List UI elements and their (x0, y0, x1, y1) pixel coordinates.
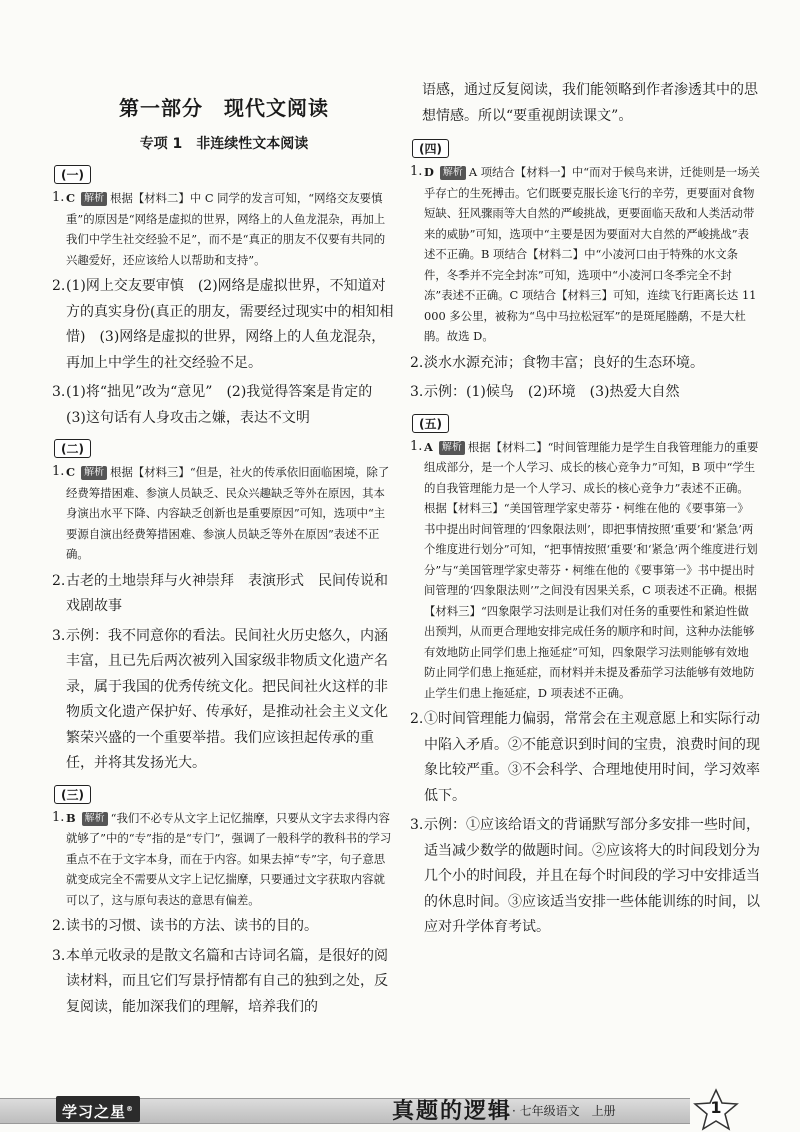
question-number: 2. (52, 278, 66, 294)
analysis-tag: 解析 (81, 466, 107, 480)
s4-question-2 (410, 351, 760, 377)
left-column (52, 84, 396, 1024)
answer-text: 根据【材料二】“时间管理能力是学生自我管理能力的重要组成部分，是一个人学习、成长的核心竞争力”可知，B 项中“学生的自我管理能力是一个人学习、成长的核心竞争力”表述不正确。根据【材料三】“美国管理学家史蒂芬・柯维在他的《要事第一》书中提出时间管理的‘四象限法则’，即把事情按照‘重要’和‘紧急’两个维度进行划分”可知，“把事情按照‘重要’和‘紧急’两个维度进行划分”与“美国管理学家史蒂芬・柯维在他的《要事第一》书中提出时间管理的‘四象限法则’”之间没有因果关系，C 项表述不正确。根据【材料三】“四象限学习法则是让我们对任务的重要性和紧迫性做出预判，从而更合理地安排完成任务的顺序和时间，这种办法能够有效地防止同学们患上拖延症”可知，四象限学习法则能够有效地防止同学们患上拖延症，而材料并未提及番茄学习法能够有效地防止学生们患上拖延症，D 项表述不正确。 (424, 439, 759, 700)
s5-question-3 (410, 813, 760, 941)
registered-mark: ® (126, 1105, 135, 1113)
question-number: 3. (52, 384, 66, 400)
page-number-badge (690, 1088, 742, 1132)
s3-question-3 (52, 944, 396, 1021)
answer-letter: A (424, 439, 433, 454)
s3-question-2 (52, 914, 396, 940)
series-title: 真题的逻辑 (392, 1099, 513, 1124)
brand-name: 学习之星 (62, 1103, 127, 1121)
s5-question-2 (410, 707, 760, 809)
page-number: 1 (710, 1098, 722, 1117)
question-number: 2. (52, 572, 66, 589)
answer-text: A 项结合【材料一】中“而对于候鸟来讲，迁徙则是一场关乎存亡的生死搏击。它们既要克服长途飞行的辛劳，更要面对食物短缺、狂风骤雨等大自然的严峻挑战，更要面临天敌和人类活动带来的威胁”可知，选项中“主要是因为要面对大自然的严峻挑战”表述不正确。B 项结合【材料二】中“小凌河口由于特殊的水文条件，冬季并不完全封冻”可知，选项中“小凌河口冬季完全不封冻”表述不正确。C 项结合【材料三】可知，连续飞行距离长达 11 000 多公里，被称为“鸟中马拉松冠军”的是斑尾塍鹬，不是大杜鹃。故选 D。 (424, 165, 760, 343)
question-number: 3. (52, 627, 66, 644)
s1-question-3 (52, 380, 396, 431)
question-number: 1. (52, 464, 65, 479)
s2-question-3 (52, 624, 396, 777)
section-label-1: (一) (54, 165, 91, 184)
answer-text: 示例：我不同意你的看法。民间社火历史悠久，内涵丰富，且已先后两次被列入国家级非物质文化遗产名录，属于我国的优秀传统文化。把民间社火这样的非物质文化遗产保护好、传承好，是推动社会主义文化繁荣兴盛的一个重要举措。我们应该担起传承的重任，并将其发扬光大。 (66, 627, 388, 771)
s1-question-2 (52, 274, 396, 376)
question-number: 3. (52, 947, 66, 964)
answer-text: 根据【材料三】“但是，社火的传承依旧面临困境，除了经费筹措困难、参演人员缺乏、民众兴趣缺乏等外在原因，其本身演出水平下降、内容缺乏创新也是重要原因”可知，选项中“主要源自演出经费筹措困难、参演人员缺乏等外在原因”表述不正确。 (66, 465, 390, 561)
answer-text: “我们不必专从文字上记忆揣摩，只要从文字去求得内容就够了”中的“专”指的是“专门”，强调了一般科学的教科书的学习重点不在于文字本身，而在于内容。如果去掉“专”字，句子意思就变成完全不需要从文字上记忆揣摩，只要通过文字获取内容就可以了，这与原句表达的意思有偏差。 (66, 810, 392, 907)
s2-question-2 (52, 569, 396, 620)
part-title: 第一部分 现代文阅读 (119, 96, 329, 120)
answer-text: (1)将“拙见”改为“意见” (2)我觉得答案是肯定的 (3)这句话有人身攻击之嫌，表达不文明 (66, 384, 387, 426)
analysis-tag: 解析 (439, 441, 465, 455)
answer-text: 示例：①应该给语文的背诵默写部分多安排一些时间，适当减少数学的做题时间。②应该将大的时间段划分为几个小的时间段，并且在每个时间段的学习中安排适当的休息时间。③应该适当安排一些体能训练的时间，以应对升学体育考试。 (424, 817, 760, 935)
section-label-2: (二) (54, 439, 91, 458)
brand-logo (56, 1096, 140, 1122)
answer-text: 本单元收录的是散文名篇和古诗词名篇，是很好的阅读材料，而且它们写景抒情都有自己的独到之处，反复阅读，能加深我们的理解，培养我们的 (66, 947, 388, 1015)
question-number: 3. (410, 817, 424, 833)
s3-question-1 (52, 808, 396, 911)
question-number: 2. (52, 918, 66, 934)
answer-text: 古老的土地崇拜与火神崇拜 表演形式 民间传说和戏剧故事 (66, 572, 388, 614)
answer-text: 示例：(1)候鸟 (2)环境 (3)热爱大自然 (424, 384, 680, 400)
section-label-4: (四) (412, 139, 449, 158)
question-number: 3. (410, 384, 424, 400)
s1-question-1 (52, 188, 396, 270)
question-number: 2. (410, 711, 424, 727)
section-label-5: (五) (412, 414, 449, 433)
answer-letter: C (66, 465, 76, 479)
answer-text: (1)网上交友要审慎 (2)网络是虚拟世界，不知道对方的真实身份(真正的朋友，需要经过现实中的相知相惜) (3)网络是虚拟的世界，网络上的人鱼龙混杂，再加上中学生的社交经验不足。 (66, 278, 394, 371)
s4-question-3 (410, 380, 760, 406)
answer-letter: C (66, 191, 76, 205)
answer-text: ①时间管理能力偏弱，常常会在主观意愿上和实际行动中陷入矛盾。②不能意识到时间的宝贵，浪费时间的现象比较严重。③不会科学、合理地使用时间，学习效率低下。 (424, 711, 760, 804)
topic-title: 专项 1 非连续性文本阅读 (139, 136, 309, 152)
s4-question-1 (410, 162, 760, 347)
analysis-tag: 解析 (82, 812, 108, 826)
s3-question-3-continued (410, 78, 760, 129)
question-number: 1. (410, 164, 423, 179)
answer-text: 读书的习惯、读书的方法、读书的目的。 (66, 918, 318, 934)
question-number: 1. (410, 438, 423, 454)
answer-text: 淡水水源充沛；食物丰富；良好的生态环境。 (424, 354, 704, 371)
answer-text-continued: 语感，通过反复阅读，我们能领略到作者渗透其中的思想情感。所以“要重视朗读课文”。 (422, 82, 758, 124)
question-number: 1. (52, 190, 65, 205)
analysis-tag: 解析 (81, 192, 107, 206)
question-number: 1. (52, 809, 65, 825)
section-label-3: (三) (54, 785, 91, 804)
s5-question-1 (410, 437, 760, 704)
grade-subject: · 七年级语文 上册 (512, 1104, 616, 1118)
page-footer (0, 1088, 800, 1130)
answer-text: 根据【材料二】中 C 同学的发言可知，“网络交友要慎重”的原因是“网络是虚拟的世界，网络上的人鱼龙混杂，再加上我们中学生社交经验不足”，而不是“真正的朋友不仅要有共同的兴趣爱好，还应该给人以帮助和支持”。 (66, 191, 386, 267)
s2-question-1 (52, 462, 396, 565)
answer-letter: B (66, 810, 76, 825)
answer-letter: D (424, 165, 434, 179)
question-number: 2. (410, 354, 424, 371)
analysis-tag: 解析 (440, 166, 466, 180)
right-column (410, 78, 760, 945)
